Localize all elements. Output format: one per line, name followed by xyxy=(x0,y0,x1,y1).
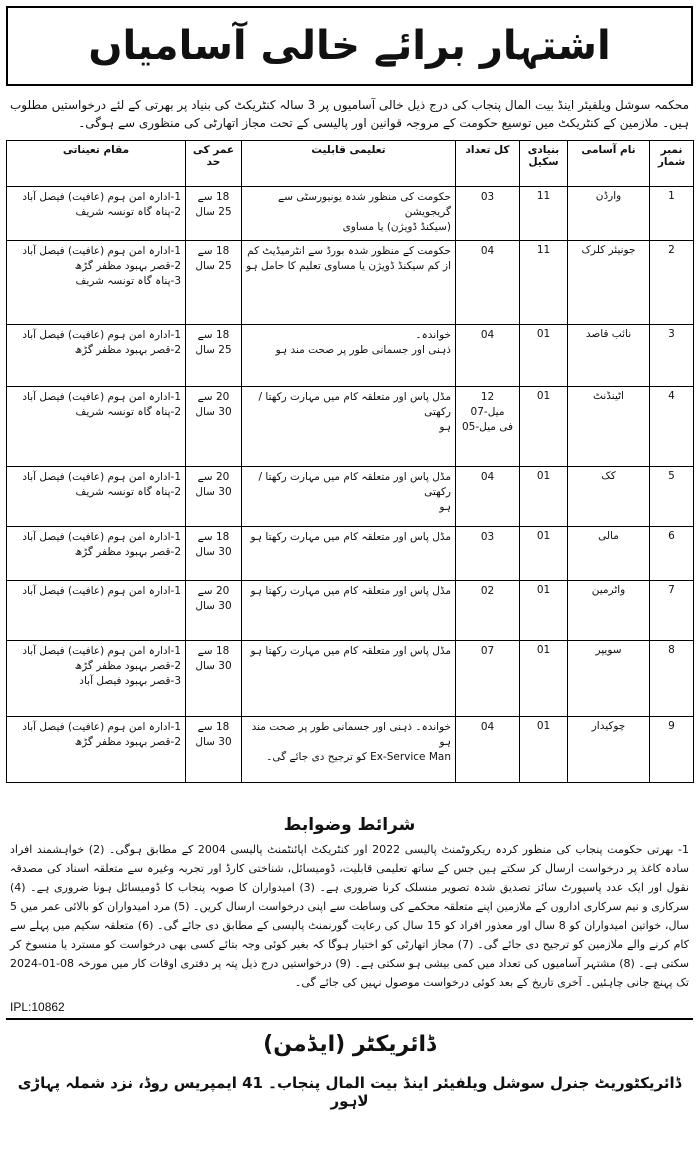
cell-place xyxy=(7,187,186,241)
table-row xyxy=(7,641,694,717)
place-line: 2-پناہ گاہ تونسہ شریف xyxy=(75,486,181,498)
total-line: فی میل-05 xyxy=(461,421,514,433)
age-line: 30 سال xyxy=(195,600,232,612)
header-scale: بنیادی سکیل xyxy=(520,141,568,187)
conditions-text: 1- بھرتی حکومت پنجاب کی منظور کردہ ریکروٹمنٹ پالیسی 2022 اور کنٹریکٹ اپائنٹمنٹ پالیسی 2004 کے مطابق ہوگی۔ (2) خواہشمند افراد سادہ کاغذ پر درخواست ارسال کر سکتے ہیں جس کے ساتھ تعلیمی قابلیت، ڈومیسائل، شناختی کارڈ اور تجربہ وغیرہ سے متعلقہ اسناد کی مصدقہ نقول اور ایک عدد پاسپورٹ سائز تصدیق شدہ تصویر منسلک کرنا ضروری ہے۔ (3) امیدواران کا صوبہ پنجاب کا ڈومیسائل ہونا ضروری ہے۔ (4) سرکاری و نیم سرکاری اداروں کے ملازمین اپنے متعلقہ محکمے کی وساطت سے اپنی درخواست ارسال کریں۔ (5) مرد امیدواران کو بالائی عمر میں 5 سال، خواتین امیدواران کو 8 سال اور معذور افراد کو 15 سال کی رعایت گورنمنٹ پالیسی کے مطابق دی جائے گی۔ (6) متعلقہ سکیم میں پہلے سے کام کرنے والے ملازمین کو ترجیح دی جائے گی۔ (7) مجاز اتھارٹی کو اختیار ہوگا کہ بغیر کوئی وجہ بتائے کسی بھی درخواست کو مسترد یا منسوخ کر سکتی ہے۔ (8) مشتہر آسامیوں کی تعداد میں کمی بیشی ہو سکتی ہے۔ (9) درخواستیں درج ذیل پتہ پر دفتری اوقات کار میں مورخہ 08-01-2024 تک پہنچ جانی چاہئیں۔ آخری تاریخ کے بعد کوئی درخواست موصول نہیں کی جائے گی۔ xyxy=(10,843,690,989)
age-line: 18 سے xyxy=(197,531,230,543)
total-line: 04 xyxy=(480,471,495,483)
cell-age xyxy=(186,325,242,387)
age-line: 30 سال xyxy=(195,406,232,418)
qualification-line: مڈل پاس اور متعلقہ کام میں مہارت رکھتا ہو xyxy=(250,645,451,657)
table-row xyxy=(7,241,694,325)
qualification-line: خواندہ۔ xyxy=(415,329,451,341)
header-serial: نمبر شمار xyxy=(650,141,694,187)
cell-serial: 9 xyxy=(650,717,694,783)
table-row xyxy=(7,527,694,581)
age-line: 30 سال xyxy=(195,486,232,498)
cell-place xyxy=(7,581,186,641)
cell-age xyxy=(186,187,242,241)
cell-place xyxy=(7,641,186,717)
cell-post: وارڈن xyxy=(568,187,650,241)
ipl-number: IPL:10862 xyxy=(10,1000,65,1014)
cell-serial: 1 xyxy=(650,187,694,241)
cell-scale: 01 xyxy=(520,325,568,387)
cell-qualification xyxy=(242,325,456,387)
cell-qualification xyxy=(242,717,456,783)
age-line: 20 سے xyxy=(197,391,230,403)
place-line: 1-ادارہ امن ہوم (عافیت) فیصل آباد xyxy=(22,471,181,483)
place-line: 2-قصر بہبود مظفر گڑھ xyxy=(74,260,181,272)
cell-qualification xyxy=(242,467,456,527)
cell-scale: 01 xyxy=(520,717,568,783)
table-row xyxy=(7,581,694,641)
cell-place xyxy=(7,527,186,581)
place-line: 1-ادارہ امن ہوم (عافیت) فیصل آباد xyxy=(22,391,181,403)
age-line: 20 سے xyxy=(197,585,230,597)
cell-place xyxy=(7,325,186,387)
title-banner xyxy=(6,6,693,86)
age-line: 30 سال xyxy=(195,546,232,558)
cell-place xyxy=(7,387,186,467)
qualification-line: از کم سیکنڈ ڈویژن یا مساوی تعلیم کا حامل ہو xyxy=(246,260,451,272)
divider xyxy=(6,1018,693,1020)
cell-place xyxy=(7,717,186,783)
cell-age xyxy=(186,581,242,641)
cell-serial: 4 xyxy=(650,387,694,467)
age-line: 18 سے xyxy=(197,191,230,203)
age-line: 25 سال xyxy=(195,260,232,272)
cell-age xyxy=(186,527,242,581)
cell-post: کک xyxy=(568,467,650,527)
ad-title: اشتہار برائے خالی آسامیاں xyxy=(88,23,611,69)
cell-post: اٹینڈنٹ xyxy=(568,387,650,467)
qualification-line: مڈل پاس اور متعلقہ کام میں مہارت رکھتا / رکھتی xyxy=(258,391,451,418)
cell-serial: 2 xyxy=(650,241,694,325)
cell-age xyxy=(186,387,242,467)
cell-post: واٹرمین xyxy=(568,581,650,641)
place-line: 1-ادارہ امن ہوم (عافیت) فیصل آباد xyxy=(22,585,181,597)
intro-paragraph: محکمہ سوشل ویلفیئر اینڈ بیت المال پنجاب کی درج ذیل خالی آسامیوں پر 3 سالہ کنٹریکٹ کی بنیاد پر بھرتی کے لئے درخواستیں مطلوب ہیں۔ ملازمین کے کنٹریکٹ میں توسیع حکومت کے مروجہ قوانین اور پالیسی کے تحت مجاز اتھارٹی کی منظوری سے ہوگی۔ xyxy=(10,98,690,130)
age-line: 25 سال xyxy=(195,206,232,218)
total-line: 04 xyxy=(480,721,495,733)
cell-age xyxy=(186,241,242,325)
qualification-line: Ex-Service Man کو ترجیح دی جائے گی۔ xyxy=(266,751,451,763)
table-row xyxy=(7,387,694,467)
qualification-line: خواندہ۔ ذہنی اور جسمانی طور پر صحت مند ہو xyxy=(251,721,451,748)
cell-post: مالی xyxy=(568,527,650,581)
table-header-row xyxy=(7,141,694,187)
age-line: 30 سال xyxy=(195,736,232,748)
cell-serial: 6 xyxy=(650,527,694,581)
cell-total xyxy=(456,467,520,527)
conditions-title: شرائط وضوابط xyxy=(283,815,416,835)
qualification-line: حکومت کے منظور شدہ بورڈ سے انٹرمیڈیٹ کم xyxy=(247,245,451,257)
cell-age xyxy=(186,717,242,783)
cell-qualification xyxy=(242,187,456,241)
cell-total xyxy=(456,387,520,467)
total-line: 04 xyxy=(480,329,495,341)
place-line: 1-ادارہ امن ہوم (عافیت) فیصل آباد xyxy=(22,645,181,657)
cell-post: نائب قاصد xyxy=(568,325,650,387)
age-line: 30 سال xyxy=(195,660,232,672)
cell-scale: 01 xyxy=(520,527,568,581)
qualification-line: مڈل پاس اور متعلقہ کام میں مہارت رکھتا ہو xyxy=(250,585,451,597)
total-line: 12 xyxy=(480,391,495,403)
cell-total xyxy=(456,241,520,325)
header-total: کل تعداد xyxy=(456,141,520,187)
place-line: 1-ادارہ امن ہوم (عافیت) فیصل آباد xyxy=(22,531,181,543)
cell-place xyxy=(7,241,186,325)
header-place: مقام تعیناتی xyxy=(7,141,186,187)
age-line: 20 سے xyxy=(197,471,230,483)
cell-scale: 01 xyxy=(520,467,568,527)
office-address: ڈائریکٹوریٹ جنرل سوشل ویلفیئر اینڈ بیت المال پنجاب۔ 41 ایمپریس روڈ، نزد شملہ پہاڑی لاہور xyxy=(17,1074,682,1110)
cell-qualification xyxy=(242,581,456,641)
total-line: 03 xyxy=(480,191,495,203)
age-line: 18 سے xyxy=(197,645,230,657)
table-row xyxy=(7,467,694,527)
total-line: 07 xyxy=(480,645,495,657)
cell-total xyxy=(456,325,520,387)
cell-place xyxy=(7,467,186,527)
header-qualification: تعلیمی قابلیت xyxy=(242,141,456,187)
header-post: نام آسامی xyxy=(568,141,650,187)
qualification-line: ہو xyxy=(439,421,451,433)
cell-serial: 3 xyxy=(650,325,694,387)
cell-post: چوکیدار xyxy=(568,717,650,783)
place-line: 2-قصر بہبود مظفر گڑھ xyxy=(74,736,181,748)
cell-qualification xyxy=(242,527,456,581)
cell-total xyxy=(456,581,520,641)
age-line: 18 سے xyxy=(197,245,230,257)
table-body xyxy=(7,187,694,783)
age-line: 18 سے xyxy=(197,721,230,733)
place-line: 1-ادارہ امن ہوم (عافیت) فیصل آباد xyxy=(22,191,181,203)
cell-total xyxy=(456,187,520,241)
cell-total xyxy=(456,641,520,717)
total-line: میل-07 xyxy=(470,406,505,418)
cell-serial: 5 xyxy=(650,467,694,527)
place-line: 2-قصر بہبود مظفر گڑھ xyxy=(74,546,181,558)
place-line: 1-ادارہ امن ہوم (عافیت) فیصل آباد xyxy=(22,245,181,257)
cell-post: سویپر xyxy=(568,641,650,717)
place-line: 2-قصر بہبود مظفر گڑھ xyxy=(74,344,181,356)
director-title: ڈائریکٹر (ایڈمن) xyxy=(263,1032,436,1057)
place-line: 2-پناہ گاہ تونسہ شریف xyxy=(75,206,181,218)
total-line: 04 xyxy=(480,245,495,257)
header-age: عمر کی حد xyxy=(186,141,242,187)
vacancies-table xyxy=(6,140,694,783)
place-line: 2-قصر بہبود مظفر گڑھ xyxy=(74,660,181,672)
age-line: 18 سے xyxy=(197,329,230,341)
cell-total xyxy=(456,527,520,581)
cell-qualification xyxy=(242,241,456,325)
qualification-line: مڈل پاس اور متعلقہ کام میں مہارت رکھتا / رکھتی xyxy=(258,471,451,498)
qualification-line: ذہنی اور جسمانی طور پر صحت مند ہو xyxy=(275,344,451,356)
cell-qualification xyxy=(242,641,456,717)
cell-age xyxy=(186,467,242,527)
cell-serial: 7 xyxy=(650,581,694,641)
total-line: 02 xyxy=(480,585,495,597)
cell-scale: 01 xyxy=(520,641,568,717)
cell-scale: 11 xyxy=(520,241,568,325)
cell-total xyxy=(456,717,520,783)
place-line: 2-پناہ گاہ تونسہ شریف xyxy=(75,406,181,418)
place-line: 3-قصر بہبود فیصل آباد xyxy=(79,675,181,687)
cell-age xyxy=(186,641,242,717)
table-row xyxy=(7,325,694,387)
qualification-line: ہو xyxy=(439,501,451,513)
place-line: 1-ادارہ امن ہوم (عافیت) فیصل آباد xyxy=(22,721,181,733)
qualification-line: حکومت کی منظور شدہ یونیورسٹی سے گریجویشن xyxy=(277,191,451,218)
cell-scale: 01 xyxy=(520,581,568,641)
cell-scale: 11 xyxy=(520,187,568,241)
place-line: 3-پناہ گاہ تونسہ شریف xyxy=(75,275,181,287)
cell-scale: 01 xyxy=(520,387,568,467)
qualification-line: مڈل پاس اور متعلقہ کام میں مہارت رکھتا ہو xyxy=(250,531,451,543)
cell-qualification xyxy=(242,387,456,467)
age-line: 25 سال xyxy=(195,344,232,356)
table-row xyxy=(7,717,694,783)
cell-serial: 8 xyxy=(650,641,694,717)
qualification-line: (سیکنڈ ڈویژن) یا مساوی xyxy=(342,221,451,233)
cell-post: جونیئر کلرک xyxy=(568,241,650,325)
total-line: 03 xyxy=(480,531,495,543)
table-row xyxy=(7,187,694,241)
place-line: 1-ادارہ امن ہوم (عافیت) فیصل آباد xyxy=(22,329,181,341)
